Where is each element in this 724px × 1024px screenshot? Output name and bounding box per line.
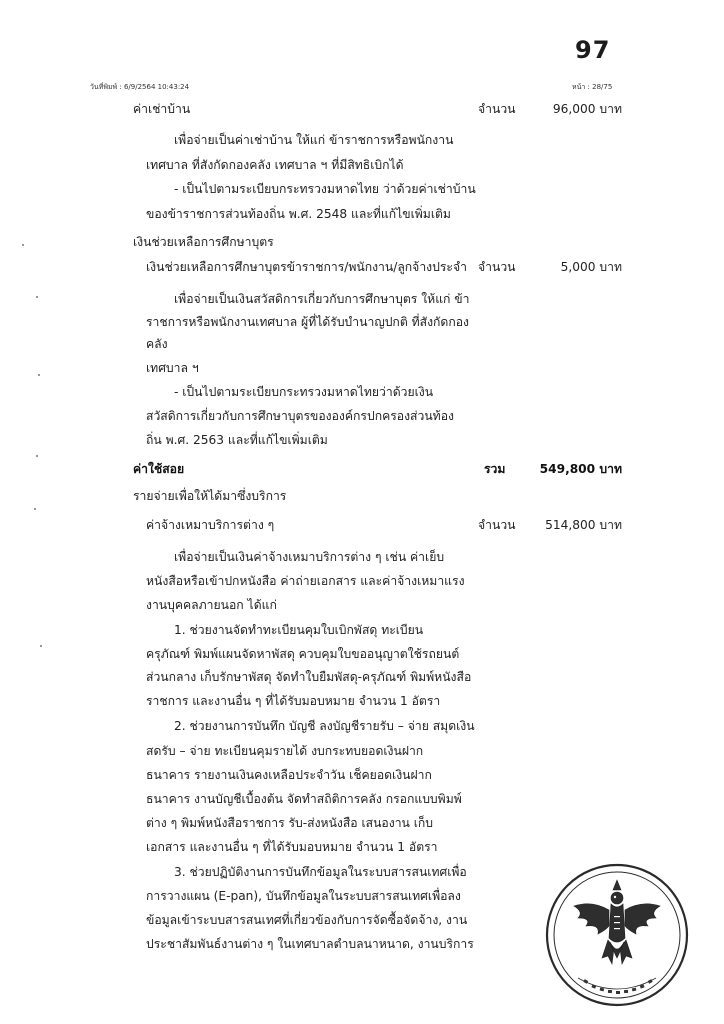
education-line: ถิ่น พ.ศ. 2563 และที่แก้ไขเพิ่มเติม [146, 433, 328, 447]
services-line: ครุภัณฑ์ พิมพ์แผนจัดหาพัสดุ ควบคุมใบขออนุญาตใช้รถยนต์ [146, 647, 460, 661]
scan-speck [36, 455, 38, 457]
expenses-total-label: รวม [484, 462, 506, 476]
scan-speck [34, 508, 36, 510]
rent-line: เพื่อจ่ายเป็นค่าเช่าบ้าน ให้แก่ ข้าราชการหรือพนักงาน [174, 133, 454, 147]
education-line: สวัสดิการเกี่ยวกับการศึกษาบุตรขององค์กรปกครองส่วนท้อง [146, 409, 454, 423]
services-line: ประชาสัมพันธ์งานต่าง ๆ ในเทศบาลตำบลนาหนาด, งานบริการ [146, 937, 474, 951]
services-line: ธนาคาร งานบัญชีเบื้องต้น จัดทำสถิติการคลัง กรอกแบบพิมพ์ [146, 792, 462, 806]
education-amount-label: จำนวน [478, 260, 516, 274]
education-group-title: เงินช่วยเหลือการศึกษาบุตร [133, 235, 274, 249]
services-line: เพื่อจ่ายเป็นเงินค่าจ้างเหมาบริการต่าง ๆ เช่น ค่าเย็บ [174, 550, 445, 564]
page-indicator: หน้า : 28/75 [572, 83, 613, 91]
services-amount-label: จำนวน [478, 518, 516, 532]
rent-line: ของข้าราชการส่วนท้องถิ่น พ.ศ. 2548 และที่แก้ไขเพิ่มเติม [146, 207, 451, 221]
services-line: 2. ช่วยงานการบันทึก บัญชี ลงบัญชีรายรับ – จ่าย สมุดเงิน [174, 719, 475, 733]
services-amount: 514,800 บาท [545, 518, 622, 532]
services-line: ข้อมูลเข้าระบบสารสนเทศที่เกี่ยวข้องกับการจัดซื้อจัดจ้าง, งาน [146, 913, 468, 927]
services-line: หนังสือหรือเข้าปกหนังสือ ค่าถ่ายเอกสาร และค่าจ้างเหมาแรง [146, 574, 465, 588]
services-line: การวางแผน (E-pan), บันทึกข้อมูลในระบบสารสนเทศเพื่อลง [146, 889, 461, 903]
page-number: 97 [575, 36, 611, 64]
scan-speck [36, 296, 38, 298]
rent-line: เทศบาล ที่สังกัดกองคลัง เทศบาล ฯ ที่มีสิทธิเบิกได้ [146, 158, 404, 172]
services-line: ธนาคาร รายงานเงินคงเหลือประจำวัน เช็คยอดเงินฝาก [146, 768, 432, 782]
services-line: งานบุคคลภายนอก ได้แก่ [146, 598, 277, 612]
services-title: ค่าจ้างเหมาบริการต่าง ๆ [146, 518, 275, 532]
rent-line: - เป็นไปตามระเบียบกระทรวงมหาดไทย ว่าด้วยค่าเช่าบ้าน [174, 182, 476, 196]
scan-speck [38, 374, 40, 376]
print-date: วันที่พิมพ์ : 6/9/2564 10:43:24 [90, 83, 190, 91]
rent-title: ค่าเช่าบ้าน [133, 102, 191, 116]
official-seal [542, 860, 692, 1010]
scan-speck [40, 645, 42, 647]
education-line: เพื่อจ่ายเป็นเงินสวัสดิการเกี่ยวกับการศึกษาบุตร ให้แก่ ข้า [174, 292, 470, 306]
expenses-title: ค่าใช้สอย [133, 462, 185, 476]
rent-amount-label: จำนวน [478, 102, 516, 116]
services-line: ราชการ และงานอื่น ๆ ที่ได้รับมอบหมาย จำนวน 1 อัตรา [146, 694, 441, 708]
services-line: 1. ช่วยงานจัดทำทะเบียนคุมใบเบิกพัสดุ ทะเบียน [174, 623, 424, 637]
services-line: 3. ช่วยปฏิบัติงานการบันทึกข้อมูลในระบบสารสนเทศเพื่อ [174, 865, 467, 879]
rent-amount: 96,000 บาท [552, 102, 622, 116]
services-line: ส่วนกลาง เก็บรักษาพัสดุ จัดทำใบยืมพัสดุ-ครุภัณฑ์ พิมพ์หนังสือ [146, 670, 472, 684]
education-line: คลัง [146, 337, 168, 351]
expenses-total: 549,800 บาท [539, 462, 622, 476]
services-line: เอกสาร และงานอื่น ๆ ที่ได้รับมอบหมาย จำนวน 1 อัตรา [146, 840, 438, 854]
expenses-subgroup: รายจ่ายเพื่อให้ได้มาซึ่งบริการ [133, 489, 287, 503]
scan-speck [22, 244, 24, 246]
services-line: สดรับ – จ่าย ทะเบียนคุมรายได้ งบกระทบยอดเงินฝาก [146, 744, 424, 758]
education-amount: 5,000 บาท [560, 260, 622, 274]
education-line: - เป็นไปตามระเบียบกระทรวงมหาดไทยว่าด้วยเงิน [174, 385, 434, 399]
education-line: เทศบาล ฯ [146, 361, 199, 375]
education-title: เงินช่วยเหลือการศึกษาบุตรข้าราชการ/พนักงาน/ลูกจ้างประจำ [146, 260, 467, 274]
services-line: ต่าง ๆ พิมพ์หนังสือราชการ รับ-ส่งหนังสือ เสนองาน เก็บ [146, 816, 434, 830]
education-line: ราชการหรือพนักงานเทศบาล ผู้ที่ได้รับบำนาญปกติ ที่สังกัดกอง [146, 315, 469, 329]
